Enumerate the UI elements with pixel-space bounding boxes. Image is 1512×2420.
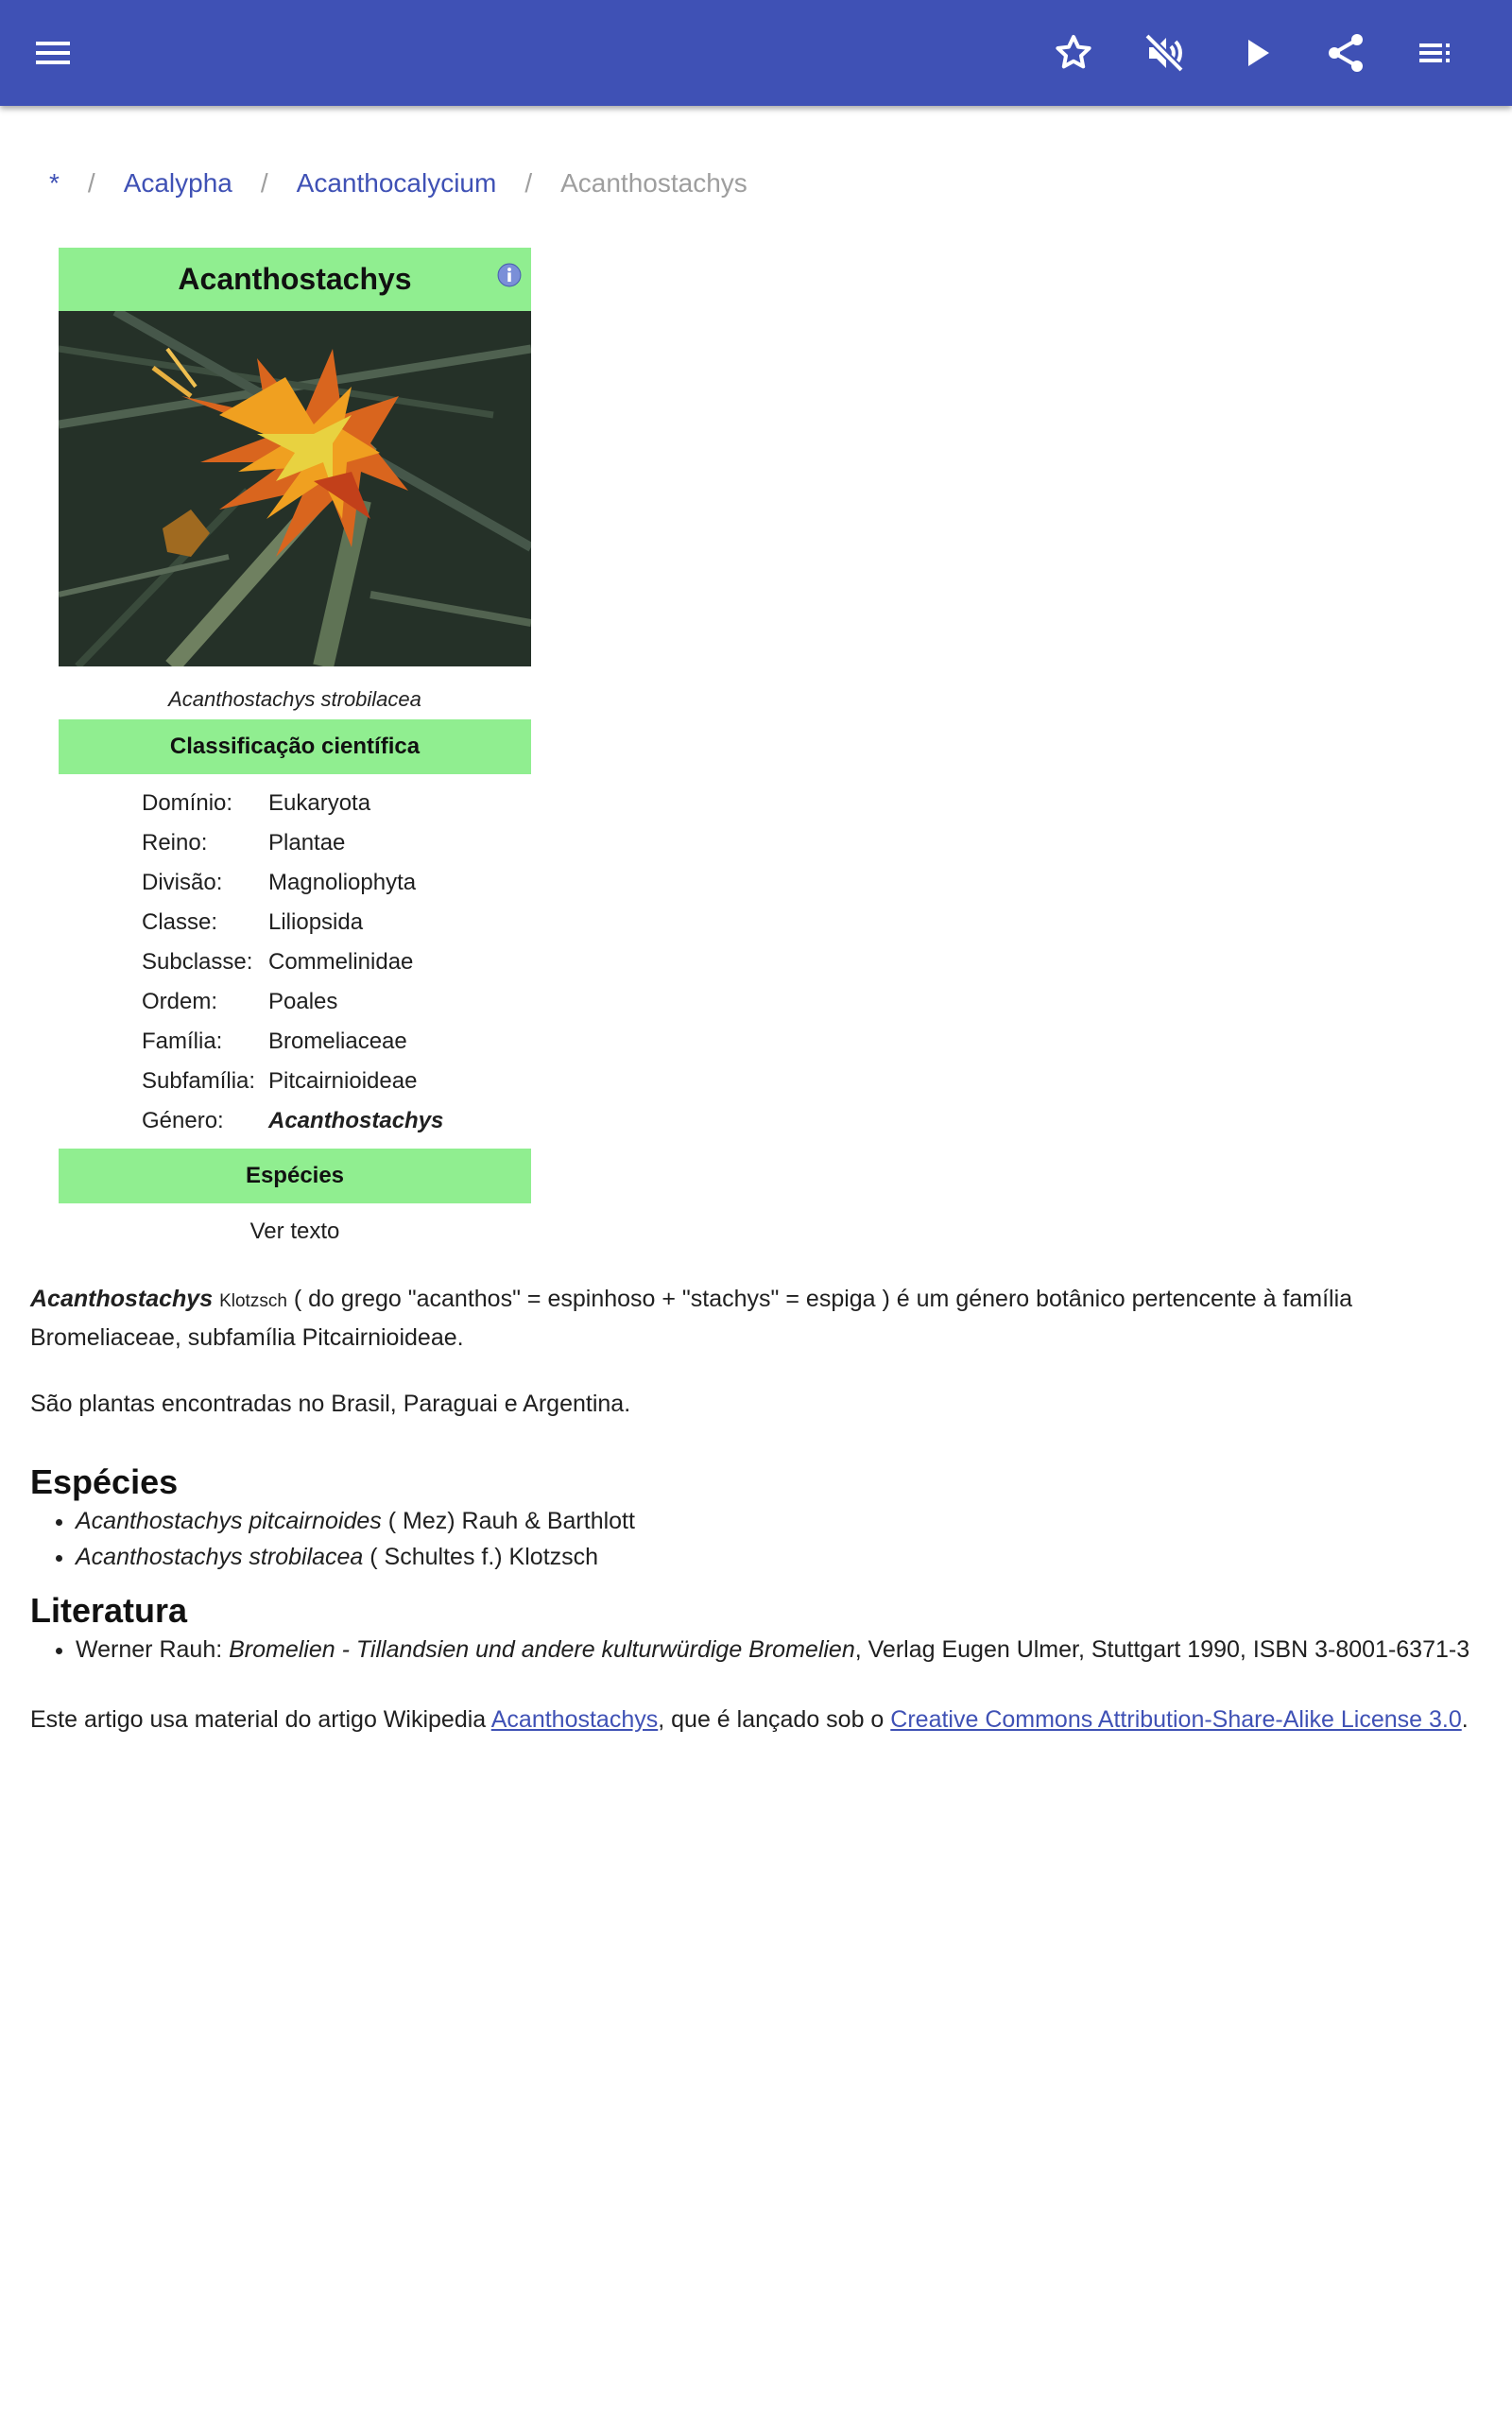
menu-icon[interactable] (30, 30, 76, 76)
playlist-icon[interactable] (1414, 30, 1459, 76)
classification-heading: Classificação científica (59, 719, 531, 774)
species-section-heading: Espécies (30, 1462, 179, 1501)
wikipedia-article-link[interactable]: Acanthostachys (490, 1706, 659, 1733)
table-row: Género: Acanthostachys (142, 1108, 444, 1133)
info-icon[interactable] (497, 263, 522, 287)
taxobox (59, 248, 531, 1245)
genus-name: Acanthostachys (30, 1286, 214, 1312)
table-row: Reino: Plantae (142, 830, 346, 856)
play-icon[interactable] (1233, 30, 1279, 76)
intro-text: ( do grego "acanthos" = espinhoso + "stachys" = espiga ) é um género botânico pertencente à família Bromeliaceae, subfamília Pitcairnioideae. (30, 1286, 1353, 1351)
list-item: • Werner Rauh: Bromelien - Tillandsien und andere kulturwürdige Bromelien, Verlag Eugen Ulmer, Stuttgart 1990, ISBN 3-8001-6371-3 (76, 1632, 1486, 1668)
taxobox-title (59, 248, 531, 311)
literature-section-heading: Literatura (30, 1591, 188, 1630)
taxobox-title-text: Acanthostachys (178, 262, 412, 296)
list-item: • Acanthostachys pitcairnoides ( Mez) Rauh & Barthlott (76, 1503, 1486, 1539)
breadcrumb-home[interactable]: * (49, 168, 60, 198)
table-row: Família: Bromeliaceae (142, 1028, 407, 1054)
table-row: Classe: Liliopsida (142, 909, 364, 935)
species-list (30, 1503, 1486, 1575)
table-row: Subclasse: Commelinidae (142, 949, 414, 975)
license-paragraph: Este artigo usa material do artigo Wikipedia Acanthostachys, que é lançado sob o Creative Commons Attribution-Share-Alike License 3.0. (30, 1706, 1469, 1733)
breadcrumb-acanthocalycium[interactable]: Acanthocalycium (296, 168, 497, 198)
table-row: Ordem: Poales (142, 989, 338, 1014)
species-photo[interactable] (59, 311, 531, 666)
intro-paragraph (30, 1281, 1486, 1356)
article-body (30, 1281, 1486, 1737)
share-icon[interactable] (1323, 30, 1368, 76)
distribution-paragraph: São plantas encontradas no Brasil, Paraguai e Argentina. (30, 1391, 631, 1417)
star-outline-icon[interactable] (1051, 30, 1096, 76)
volume-off-icon[interactable] (1142, 30, 1187, 76)
license-link[interactable]: Creative Commons Attribution-Share-Alike License 3.0 (890, 1706, 1462, 1733)
list-item: • Acanthostachys strobilacea ( Schultes f.) Klotzsch (76, 1539, 1486, 1575)
photo-caption: Acanthostachys strobilacea (168, 687, 421, 711)
breadcrumb-current: Acanthostachys (560, 168, 747, 198)
species-heading-band: Espécies (59, 1149, 531, 1203)
table-row: Subfamília: Pitcairnioideae (142, 1068, 418, 1094)
see-text: Ver texto (249, 1219, 340, 1244)
table-row: Domínio: Eukaryota (142, 790, 371, 816)
breadcrumb-acalypha[interactable]: Acalypha (123, 168, 232, 198)
genus-author: Klotzsch (219, 1291, 287, 1311)
classification-table (142, 784, 443, 1141)
breadcrumb: * / Acalypha / Acanthocalycium / Acanthostachys (49, 168, 747, 198)
table-row: Divisão: Magnoliophyta (142, 870, 417, 895)
app-bar (0, 0, 1512, 106)
literature-list (30, 1632, 1486, 1668)
